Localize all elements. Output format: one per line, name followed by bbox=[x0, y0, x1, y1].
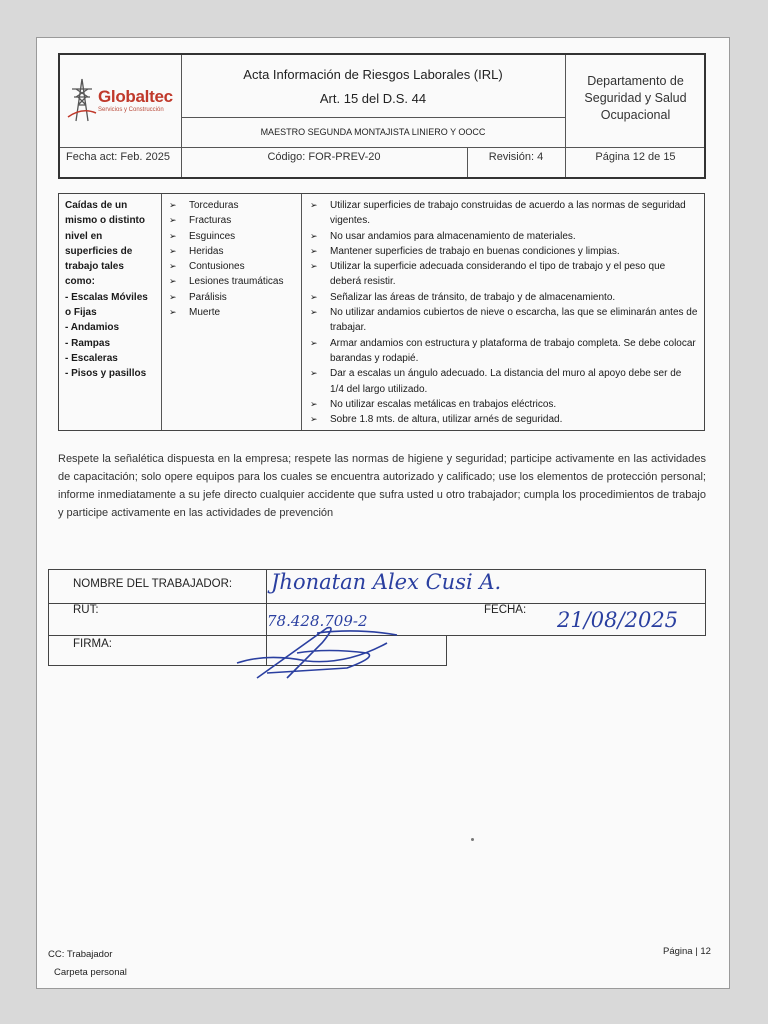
worker-signature bbox=[227, 623, 417, 683]
hazard-line: Caídas de un bbox=[65, 200, 128, 211]
hazard-line: como: bbox=[65, 276, 95, 288]
arrow-bullet-icon: ➢ bbox=[169, 245, 177, 256]
hazard-line: mismo o distinto bbox=[65, 215, 145, 227]
arrow-bullet-icon: ➢ bbox=[310, 337, 318, 348]
arrow-bullet-icon: ➢ bbox=[310, 291, 318, 302]
worker-name-value: Jhonatan Alex Cusi A. bbox=[271, 570, 502, 594]
measure-item-text: No utilizar escalas metálicas en trabajos eléctricos. bbox=[330, 398, 557, 410]
arrow-bullet-icon: ➢ bbox=[310, 200, 318, 210]
date-value: 21/08/2025 bbox=[557, 608, 679, 632]
arrow-bullet-icon: ➢ bbox=[310, 245, 318, 256]
scan-speck bbox=[471, 838, 474, 841]
consequence-item bbox=[169, 229, 301, 244]
measure-item-text: Utilizar la superficie adecuada considerando el tipo de trabajo y el peso que deberá resistir. bbox=[330, 261, 666, 288]
consequences-cell bbox=[162, 194, 302, 430]
arrow-bullet-icon: ➢ bbox=[310, 368, 318, 379]
arrow-bullet-icon: ➢ bbox=[310, 230, 318, 241]
legal-article: Art. 15 del D.S. 44 bbox=[319, 91, 427, 106]
measure-item bbox=[310, 229, 698, 244]
arrow-bullet-icon: ➢ bbox=[169, 307, 177, 318]
measure-item bbox=[310, 198, 698, 229]
date-label: FECHA: bbox=[484, 604, 527, 616]
page-number-footer: Página | 12 bbox=[663, 946, 711, 957]
hazard-line: - Andamios bbox=[65, 322, 120, 334]
hazard-line: nivel en bbox=[65, 230, 103, 242]
document-header bbox=[58, 53, 706, 179]
arrow-bullet-icon: ➢ bbox=[310, 261, 318, 272]
company-logo bbox=[66, 77, 178, 127]
measure-item bbox=[310, 366, 698, 397]
measure-item-text: Armar andamios con estructura y plataforma de trabajo completa. Se debe colocar barandas y rodapié. bbox=[330, 337, 696, 364]
consequence-item-text: Esguinces bbox=[189, 230, 236, 242]
hazard-line: o Fijas bbox=[65, 307, 97, 319]
measure-item-text: Señalizar las áreas de tránsito, de trabajo y de almacenamiento. bbox=[330, 291, 616, 303]
transmission-tower-icon bbox=[66, 77, 98, 123]
hazard-line: - Pisos y pasillos bbox=[65, 368, 147, 380]
hazard-cell bbox=[59, 194, 162, 430]
safety-instructions: Respete la señalética dispuesta en la empresa; respete las normas de higiene y seguridad; participe activamente en las actividades de capacitación; solo opere equipos para los cuales se encuentra autorizado y calificado; use los elementos de protección personal; informe inmediatamente a su jefe directo cualquier accidente que sufra usted u otro trabajador; cumpla los procedimientos de trabajo y participe activamente en las actividades de prevención bbox=[58, 453, 706, 519]
measure-item-text: Sobre 1.8 mts. de altura, utilizar arnés de seguridad. bbox=[330, 414, 563, 426]
risk-table bbox=[58, 193, 705, 431]
cc-folder: Carpeta personal bbox=[54, 967, 127, 978]
arrow-bullet-icon: ➢ bbox=[169, 215, 177, 226]
hazard-line: - Escaleras bbox=[65, 352, 118, 364]
measure-item-text: Mantener superficies de trabajo en buenas condiciones y limpias. bbox=[330, 245, 620, 257]
cc-recipient: CC: Trabajador bbox=[48, 949, 113, 960]
company-tagline: Servicios y Construcción bbox=[98, 107, 164, 113]
measure-item-text: Dar a escalas un ángulo adecuado. La distancia del muro al apoyo debe ser de 1/4 del largo utilizado. bbox=[330, 368, 682, 395]
measure-item bbox=[310, 259, 698, 290]
consequence-item bbox=[169, 244, 301, 259]
hazard-line: - Rampas bbox=[65, 337, 111, 349]
document-code: Código: FOR-PREV-20 bbox=[267, 151, 381, 163]
arrow-bullet-icon: ➢ bbox=[310, 414, 318, 425]
consequence-item-text: Heridas bbox=[189, 245, 224, 257]
consequence-item-text: Lesiones traumáticas bbox=[189, 276, 284, 288]
measure-item bbox=[310, 397, 698, 412]
hazard-line: - Escalas Móviles bbox=[65, 291, 148, 303]
page-number-header: Página 12 de 15 bbox=[595, 151, 676, 163]
arrow-bullet-icon: ➢ bbox=[169, 230, 177, 241]
consequence-item bbox=[169, 213, 301, 228]
consequence-item bbox=[169, 290, 301, 305]
hazard-line: trabajo tales bbox=[65, 261, 124, 273]
arrow-bullet-icon: ➢ bbox=[169, 200, 177, 210]
measure-item bbox=[310, 336, 698, 367]
rut-label: RUT: bbox=[73, 604, 99, 616]
consequence-item-text: Fracturas bbox=[189, 215, 232, 227]
consequence-item bbox=[169, 305, 301, 320]
consequence-item-text: Parálisis bbox=[189, 291, 227, 303]
consequence-item bbox=[169, 198, 301, 213]
measure-item bbox=[310, 244, 698, 259]
document-title: Acta Información de Riesgos Laborales (IRL) bbox=[243, 67, 503, 82]
company-name: Globaltec bbox=[98, 87, 173, 106]
department-name: Departamento de Seguridad y Salud Ocupacional bbox=[584, 74, 687, 122]
consequence-item bbox=[169, 274, 301, 289]
arrow-bullet-icon: ➢ bbox=[169, 261, 177, 272]
document-page bbox=[36, 37, 730, 989]
measure-item bbox=[310, 412, 698, 427]
hazard-line: superficies de bbox=[65, 245, 133, 257]
measure-item bbox=[310, 305, 698, 336]
measure-item-text: No utilizar andamios cubiertos de nieve o escarcha, las que se eliminarán antes de trabajar. bbox=[330, 307, 698, 334]
consequence-item-text: Torceduras bbox=[189, 200, 239, 211]
job-position: MAESTRO SEGUNDA MONTAJISTA LINIERO Y OOCC bbox=[260, 127, 486, 137]
measure-item-text: No usar andamios para almacenamiento de materiales. bbox=[330, 230, 576, 242]
consequence-item-text: Contusiones bbox=[189, 261, 245, 273]
arrow-bullet-icon: ➢ bbox=[169, 276, 177, 287]
arrow-bullet-icon: ➢ bbox=[310, 398, 318, 409]
worker-name-label: NOMBRE DEL TRABAJADOR: bbox=[73, 578, 233, 590]
consequence-item bbox=[169, 259, 301, 274]
measures-cell bbox=[302, 194, 704, 430]
measure-item-text: Utilizar superficies de trabajo construidas de acuerdo a las normas de seguridad vigentes. bbox=[330, 200, 686, 227]
arrow-bullet-icon: ➢ bbox=[169, 291, 177, 302]
document-revision: Revisión: 4 bbox=[488, 151, 544, 163]
arrow-bullet-icon: ➢ bbox=[310, 307, 318, 318]
measure-item bbox=[310, 290, 698, 305]
date-updated: Fecha act: Feb. 2025 bbox=[66, 151, 170, 163]
rut-value: 78.428.709-2 bbox=[267, 612, 368, 630]
consequence-item-text: Muerte bbox=[189, 307, 221, 319]
signature-label: FIRMA: bbox=[73, 638, 112, 650]
